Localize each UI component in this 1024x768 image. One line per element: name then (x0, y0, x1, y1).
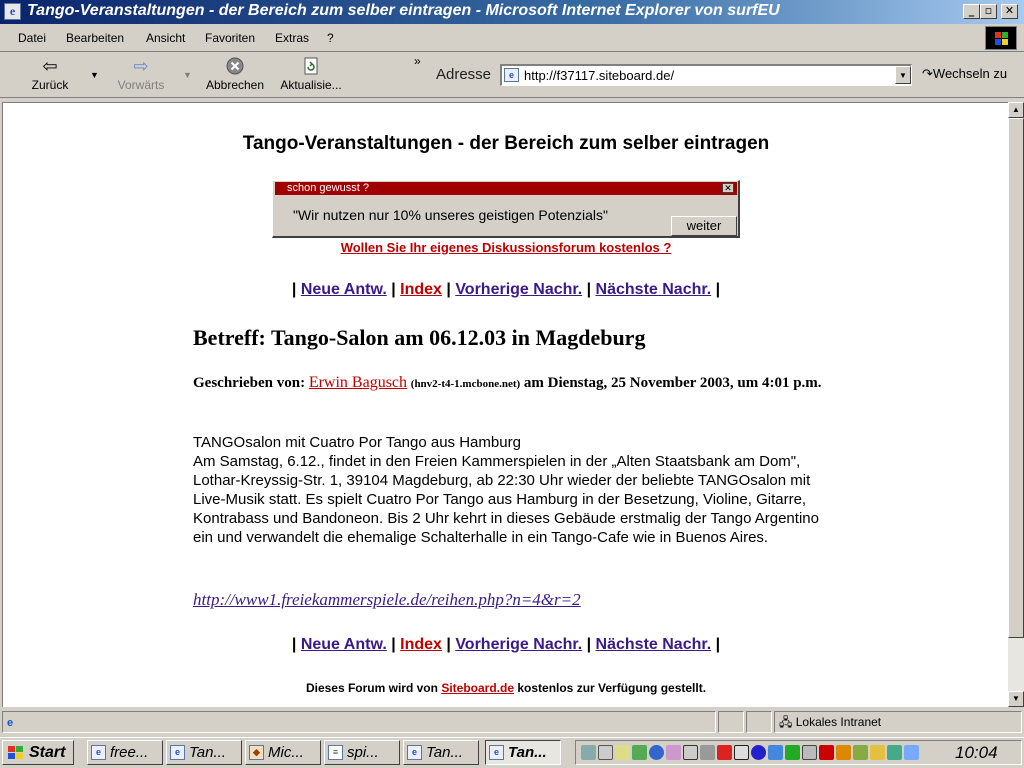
tray-icon[interactable] (734, 745, 749, 760)
nav-prev[interactable]: Vorherige Nachr. (455, 636, 583, 653)
scroll-thumb[interactable] (1008, 118, 1024, 638)
menu-ansicht[interactable]: Ansicht (146, 31, 186, 45)
taskbar-item[interactable] (87, 740, 163, 765)
task-label: Tan... (426, 744, 463, 761)
menu-favoriten[interactable]: Favoriten (205, 31, 256, 45)
tray-icon[interactable] (666, 745, 681, 760)
start-label: Start (29, 744, 66, 761)
author-link[interactable]: Erwin Bagusch (308, 374, 408, 391)
clock: 10:04 (955, 743, 998, 762)
post-body-paragraph: Am Samstag, 6.12., findet in den Freien Kammerspielen in der „Alten Staatsbank am Dom", Lothar-Kreyssig-Str. 1, 39104 Magdeburg, ab 22:30 Uhr wieder der beliebte TANGOsalon mit Live-Musik statt. Es spielt Cuatro Por Tango aus Hamburg in der Besetzung, Violine, Gitarre, Kontrabass und Bandoneon. Bis 2 Uhr kehrt in dieses Gebäude erstmalig der Tango Argentino ein und verwandelt die ehemalige Schalterhalle in ein Tango-Cafe wie in Buenos Aires. (193, 453, 819, 546)
tray-icon[interactable] (904, 745, 919, 760)
ie-icon: e (91, 745, 106, 760)
tray-icon[interactable] (768, 745, 783, 760)
app-icon: ◆ (249, 745, 264, 760)
tray-icon[interactable] (632, 745, 647, 760)
status-text (2, 711, 716, 733)
siteboard-link[interactable]: Siteboard.de (441, 681, 514, 695)
back-button[interactable] (22, 56, 78, 94)
back-label: Zurück (31, 78, 69, 92)
page-content (2, 102, 1008, 707)
popup-next-button[interactable]: weiter (671, 216, 737, 236)
nav-prev[interactable]: Vorherige Nachr. (455, 281, 583, 298)
nav-new-reply[interactable]: Neue Antw. (300, 281, 387, 298)
back-arrow-icon: ⇦ (42, 56, 58, 76)
task-label: Mic... (268, 744, 304, 761)
task-label: spi... (347, 744, 379, 761)
page-title: Tango-Veranstaltungen - der Bereich zum selber eintragen (242, 133, 770, 154)
speaker-icon[interactable] (683, 745, 698, 760)
nav-next[interactable]: Nächste Nachr. (595, 636, 712, 653)
status-page-icon: e (7, 717, 14, 729)
author-host: (hnv2-t4-1.mcbone.net) (410, 378, 521, 390)
go-arrow-icon: ↷ (922, 66, 933, 81)
menu-bearbeiten[interactable]: Bearbeiten (66, 31, 125, 45)
forward-label: Vorwärts (117, 78, 165, 92)
promo-link[interactable]: Wollen Sie Ihr eigenes Diskussionsforum kostenlos ? (340, 240, 672, 255)
ie-page-icon: e (4, 3, 21, 20)
forward-dropdown-icon[interactable]: ▼ (183, 70, 192, 80)
nav-index[interactable]: Index (400, 281, 442, 298)
ie-icon: e (407, 745, 422, 760)
intranet-icon: 🖧 (779, 715, 793, 729)
taskbar-item-active[interactable] (485, 740, 561, 765)
tray-icon[interactable] (836, 745, 851, 760)
page-icon: e (504, 68, 519, 82)
forward-arrow-icon: ⇨ (133, 56, 149, 76)
refresh-icon (274, 56, 348, 76)
refresh-label: Aktualisie... (280, 78, 342, 92)
address-bar[interactable] (500, 64, 912, 86)
top-nav: | Neue Antw. | Index | Vorherige Nachr. | Nächste Nachr. | (291, 281, 721, 298)
bottom-nav: | Neue Antw. | Index | Vorherige Nachr. | Nächste Nachr. | (291, 636, 721, 653)
tray-icon[interactable] (649, 745, 664, 760)
footer-suffix: kostenlos zur Verfügung gestellt. (517, 681, 707, 695)
stop-label: Abbrechen (205, 78, 265, 92)
menu-datei[interactable]: Datei (18, 31, 47, 45)
address-label: Adresse (436, 66, 492, 83)
window-title: Tango-Veranstaltungen - der Bereich zum selber eintragen - Microsoft Internet Explorer von surfEU (27, 2, 780, 19)
menu-extras[interactable]: Extras (275, 31, 310, 45)
taskbar-item[interactable] (245, 740, 321, 765)
start-button[interactable] (2, 740, 74, 765)
notepad-icon: ≡ (328, 745, 343, 760)
go-label: Wechseln zu (932, 66, 1008, 81)
tray-icon[interactable] (615, 745, 630, 760)
nav-new-reply[interactable]: Neue Antw. (300, 636, 387, 653)
tray-icon[interactable] (853, 745, 868, 760)
popup-header: schon gewusst ? (275, 182, 737, 195)
stop-button[interactable] (200, 56, 270, 94)
post-body-line: TANGOsalon mit Cuatro Por Tango aus Hamburg (193, 434, 521, 451)
taskbar-item[interactable] (403, 740, 479, 765)
page-footer (3, 681, 1008, 695)
status-cell (746, 711, 772, 733)
post-date: am Dienstag, 25 November 2003, um 4:01 p.m. (523, 375, 822, 391)
forward-button[interactable] (110, 56, 172, 94)
windows-logo-icon (985, 26, 1017, 50)
post-byline (193, 373, 833, 394)
stop-icon (200, 56, 270, 76)
tray-icon[interactable] (751, 745, 766, 760)
tray-icon[interactable] (717, 745, 732, 760)
popup-close-icon[interactable]: ✕ (722, 183, 734, 193)
tray-icon[interactable] (819, 745, 834, 760)
post-body (193, 433, 833, 547)
close-button[interactable]: ✕ (1001, 4, 1018, 19)
tip-popup (272, 180, 740, 238)
external-link[interactable]: http://www1.freiekammerspiele.de/reihen.php?n=4&r=2 (193, 590, 581, 609)
go-button[interactable] (922, 66, 1007, 82)
zone-label: Lokales Intranet (795, 715, 882, 729)
ie-icon: e (170, 745, 185, 760)
tray-icon[interactable] (700, 745, 715, 760)
nav-index[interactable]: Index (400, 636, 442, 653)
tray-icon[interactable] (802, 745, 817, 760)
scroll-down-icon[interactable]: ▼ (1008, 691, 1024, 707)
security-zone (774, 711, 1022, 733)
tray-icon[interactable] (581, 745, 596, 760)
tray-icon[interactable] (598, 745, 613, 760)
byline-prefix: Geschrieben von: (193, 375, 306, 391)
title-bar (0, 0, 1024, 24)
ie-icon: e (489, 745, 504, 760)
status-bar (0, 709, 1024, 735)
scroll-up-icon[interactable]: ▲ (1008, 102, 1024, 118)
post-subject: Betreff: Tango-Salon am 06.12.03 in Magdeburg (193, 325, 646, 350)
minimize-button[interactable]: _ (963, 4, 980, 19)
tray-icon[interactable] (785, 745, 800, 760)
windows-flag-icon (8, 746, 24, 760)
status-cell (718, 711, 744, 733)
taskbar-item[interactable] (324, 740, 400, 765)
task-label: free... (110, 744, 149, 761)
taskbar-item[interactable] (166, 740, 242, 765)
nav-next[interactable]: Nächste Nachr. (595, 281, 712, 298)
toolbar-chevron-icon[interactable]: » (414, 54, 421, 68)
menu-bar (0, 24, 1024, 52)
vertical-scrollbar[interactable] (1008, 102, 1024, 707)
refresh-button[interactable] (274, 56, 348, 94)
task-label: Tan... (189, 744, 226, 761)
task-label: Tan... (508, 744, 547, 761)
tray-icon[interactable] (870, 745, 885, 760)
tray-icon[interactable] (887, 745, 902, 760)
menu-help[interactable]: ? (327, 31, 334, 45)
footer-prefix: Dieses Forum wird von (305, 681, 438, 695)
popup-message: "Wir nutzen nur 10% unseres geistigen Potenzials" (293, 207, 608, 223)
address-dropdown-icon[interactable]: ▼ (895, 66, 911, 84)
address-input[interactable]: http://f37117.siteboard.de/ (524, 68, 675, 83)
maximize-button[interactable]: ▫ (980, 4, 997, 19)
back-dropdown-icon[interactable]: ▼ (90, 70, 99, 80)
